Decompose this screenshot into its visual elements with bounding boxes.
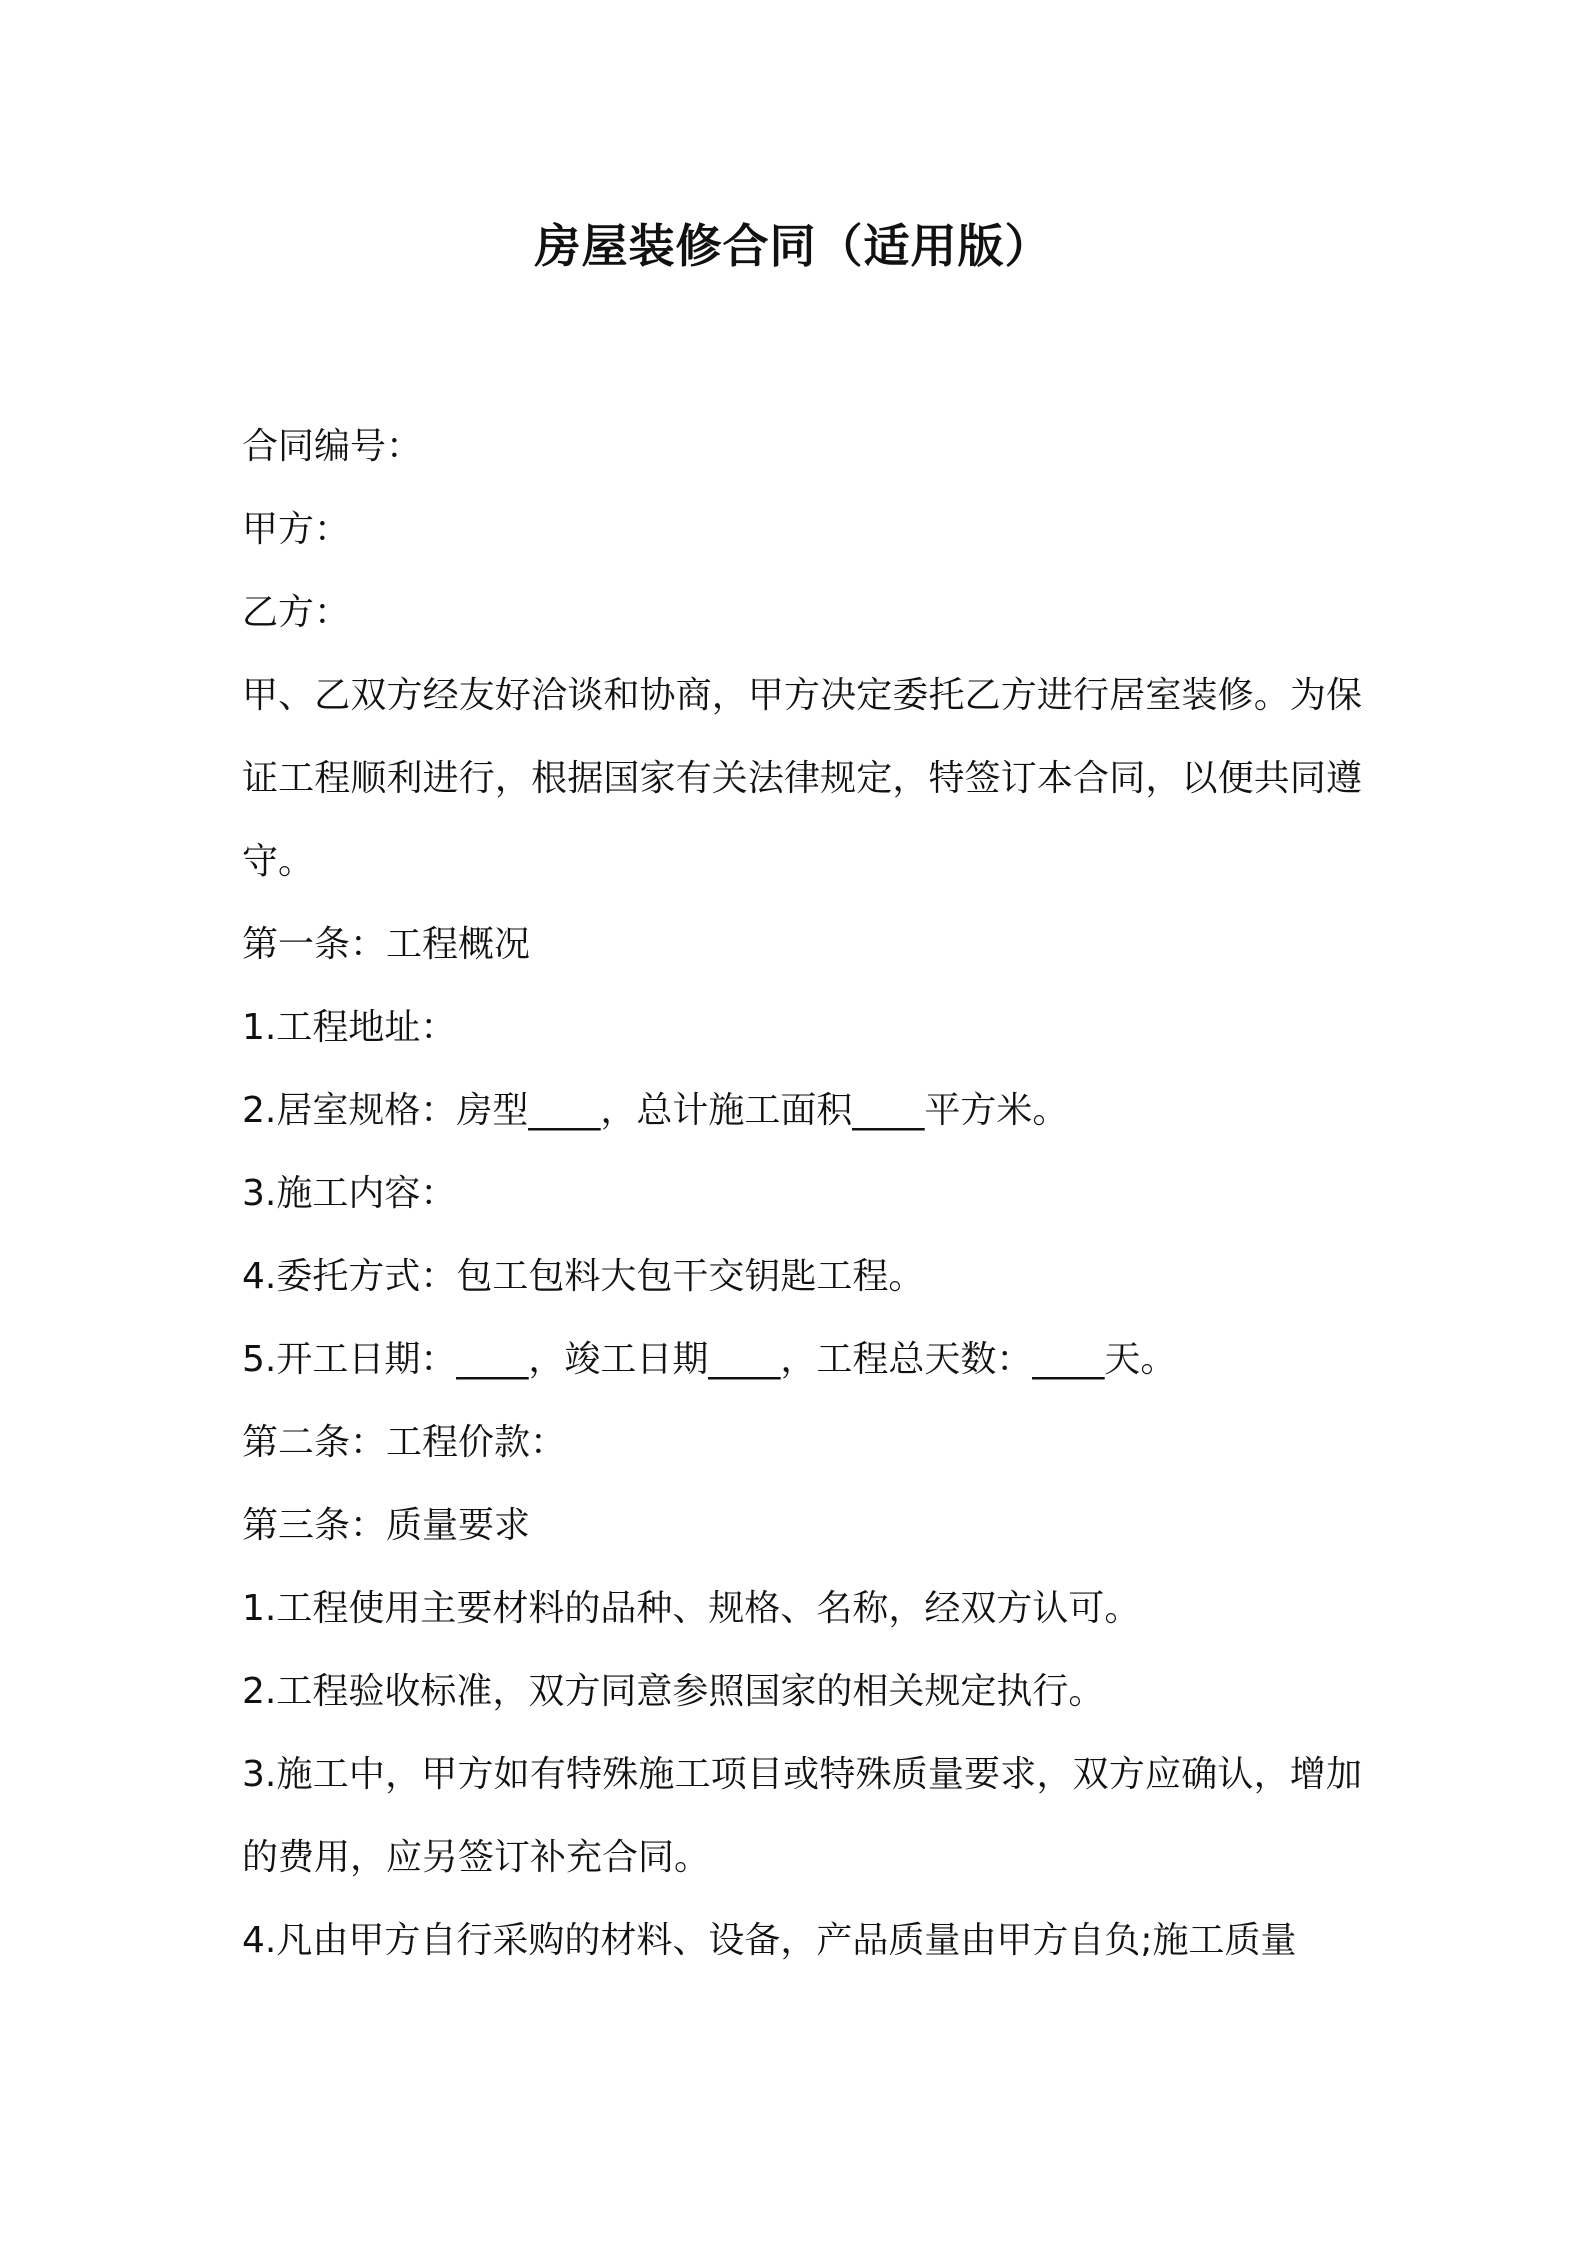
article-1-heading: 第一条：工程概况 (242, 924, 531, 965)
article-1-item: 3.施工内容： (242, 1173, 457, 1214)
party-b-line: 乙方： (242, 592, 351, 633)
article-3-item-4: 4.凡由甲方自行采购的材料、设备，产品质量由甲方自负;施工质量 (242, 1920, 1297, 1961)
article-3-heading: 第三条：质量要求 (242, 1505, 531, 1546)
article-1-item: 4.委托方式：包工包料大包干交钥匙工程。 (242, 1256, 925, 1297)
article-1-item: 2.居室规格：房型____，总计施工面积____平方米。 (242, 1090, 1069, 1131)
article-1-item: 5.开工日期：____，竣工日期____，工程总天数：____天。 (242, 1339, 1177, 1380)
document-body (242, 405, 1362, 1982)
article-1-item: 1.工程地址： (242, 1007, 457, 1048)
intro-paragraph: 甲、乙双方经友好洽谈和协商，甲方决定委托乙方进行居室装修。为保证工程顺利进行，根据国家有关法律规定，特签订本合同，以便共同遵守。 (242, 675, 1362, 882)
document-title: 房屋装修合同（适用版） (534, 219, 1052, 273)
article-3-item: 1.工程使用主要材料的品种、规格、名称，经双方认可。 (242, 1588, 1141, 1629)
article-3-item: 2.工程验收标准，双方同意参照国家的相关规定执行。 (242, 1671, 1105, 1712)
party-a-line: 甲方： (242, 509, 351, 550)
contract-number-line: 合同编号： (242, 426, 423, 467)
article-2-heading: 第二条：工程价款： (242, 1422, 567, 1463)
article-3-item-3: 3.施工中，甲方如有特殊施工项目或特殊质量要求，双方应确认，增加的费用，应另签订补充合同。 (242, 1754, 1362, 1878)
